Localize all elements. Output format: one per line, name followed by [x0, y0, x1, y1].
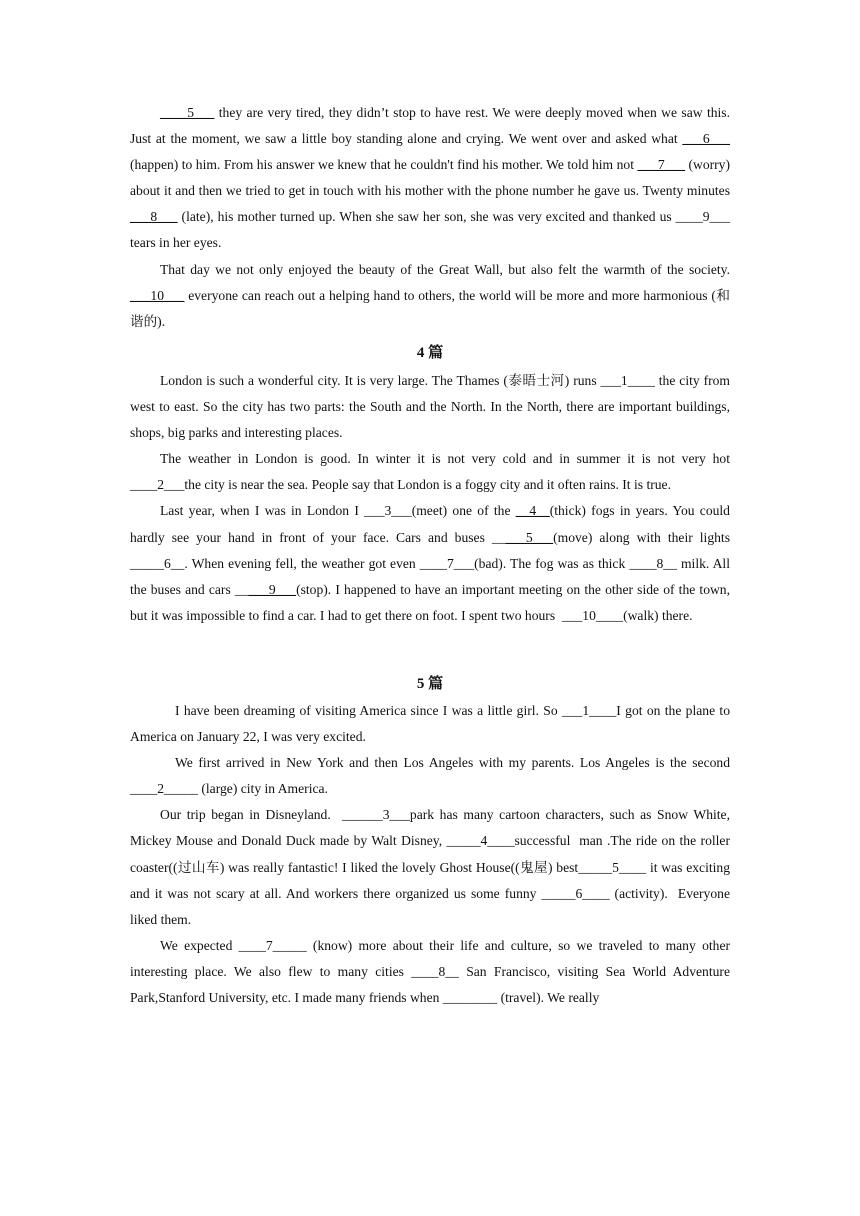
blank-9: ___9___	[248, 581, 297, 597]
paragraph	[130, 100, 737, 257]
paragraph	[130, 446, 734, 498]
blank-10: ___10___	[130, 287, 185, 303]
text: everyone can reach out a helping hand to others, the world will be more and more harmonious (和谐的).	[130, 287, 730, 329]
blank-8: ___8___	[130, 209, 178, 225]
passage-5-section	[130, 698, 734, 1011]
blank-7: ___7___	[637, 157, 686, 173]
text: London is such a wonderful city. It is very large. The Thames (泰晤士河) runs ___1____ the city from west to east. So the city has two parts: the South and the North. In the North, there are important buildings, shops, big parks and interesting places.	[130, 372, 734, 441]
paragraph	[130, 933, 734, 1011]
blank-5: ___5___	[505, 529, 554, 545]
text: (move) along with their lights _____6__. When evening fell, the weather got even ____7___(bad). The fog was as thick ____8__ milk. All the buses and cars __	[130, 529, 734, 597]
paragraph	[130, 698, 733, 750]
blank-4: __4__	[515, 503, 550, 519]
text: Our trip began in Disneyland. ______3___park has many cartoon characters, such as Snow White, Mickey Mouse and Donald Duck made by Walt Disney, _____4____successful man .The ride on the roller coaster((过山车) was really fantastic! I liked the lovely Ghost House((鬼屋) best_____5____ it was exciting and it was not scary at all. And workers there organized us some funny _____6____ (activity). Everyone liked them.	[130, 807, 734, 927]
passage-4-section	[130, 368, 734, 629]
blank-6: ___6___	[682, 131, 730, 147]
passage-4-heading: 4 篇	[416, 344, 444, 361]
text: That day we not only enjoyed the beauty of the Great Wall, but also felt the warmth of the society.	[160, 261, 734, 277]
passage-3-section	[130, 100, 737, 335]
text: (stop). I happened to have an important meeting on the other side of the town, but it was impossible to find a car. I had to get there on foot. I spent two hours ___10____(walk) there.	[130, 581, 734, 623]
paragraph	[130, 802, 734, 932]
paragraph	[130, 750, 734, 802]
paragraph	[130, 257, 734, 335]
text: Last year, when I was in London I ___3___(meet) one of the	[160, 503, 516, 519]
text: (late), his mother turned up. When she saw her son, she was very excited and thanked us ____9___ tears in her eyes.	[130, 209, 734, 251]
text: they are very tired, they didn’t stop to have rest. We were deeply moved when we saw this. Just at the moment, we saw a little boy standing alone and crying. We went over and asked what	[130, 105, 734, 147]
text: We expected ____7_____ (know) more about their life and culture, so we traveled to many other interesting place. We also flew to many cities ____8__ San Francisco, visiting Sea World Adventure Park,Stanford University, etc. I made many friends when ________ (travel). We really	[130, 937, 734, 1005]
text: (happen) to him. From his answer we knew that he couldn't find his mother. We told him not	[130, 131, 737, 173]
passage-5-heading: 5 篇	[416, 675, 444, 692]
paragraph	[130, 368, 734, 446]
text: (worry) about it and then we tried to get in touch with his mother with the phone number he gave us. Twenty minutes	[130, 157, 734, 199]
text: We first arrived in New York and then Los Angeles with my parents. Los Angeles is the second ____2_____ (large) city in America.	[130, 755, 734, 797]
text: I have been dreaming of visiting America since I was a little girl. So ___1____I got on the plane to America on January 22, I was very excited.	[130, 702, 733, 745]
paragraph	[130, 498, 734, 628]
document-page	[130, 100, 737, 1011]
text: (thick) fogs in years. You could hardly see your hand in front of your face. Cars and buses __	[130, 503, 734, 545]
text: The weather in London is good. In winter it is not very cold and in summer it is not very hot ____2___the city is near the sea. People say that London is a foggy city and it often rains. It is true.	[130, 451, 734, 493]
blank-5: ____5___	[160, 105, 215, 120]
